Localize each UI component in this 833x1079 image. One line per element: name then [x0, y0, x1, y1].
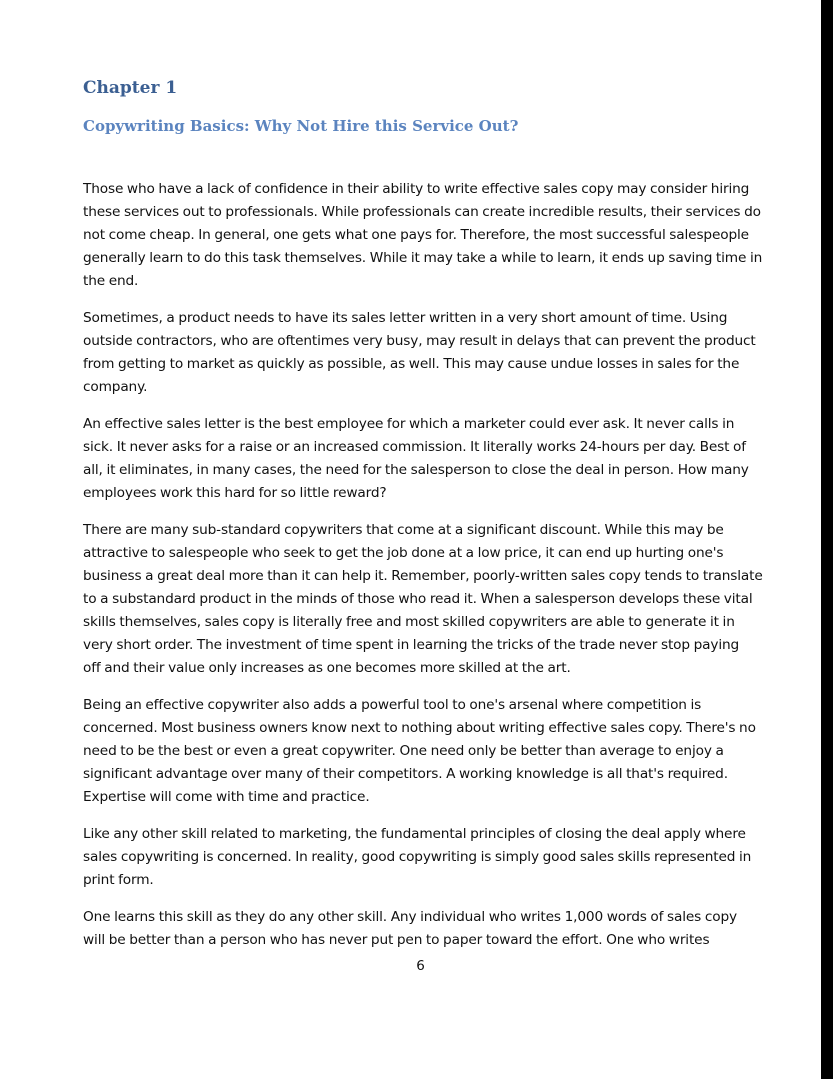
text-line: Being an effective copywriter also adds a powerful tool to one's arsenal where competition is: [83, 697, 702, 713]
text-line: very short order. The investment of time spent in learning the tricks of the trade never stop paying: [83, 637, 740, 653]
text-line: sick. It never asks for a raise or an increased commission. It literally works 24-hours per day. Best of: [83, 439, 746, 455]
text-line: Sometimes, a product needs to have its sales letter written in a very short amount of time. Using: [83, 310, 728, 326]
text-line: company.: [83, 379, 148, 395]
text-line: will be better than a person who has never put pen to paper toward the effort. One who writes: [83, 932, 710, 948]
paragraph: [83, 307, 766, 399]
paragraph: [83, 823, 766, 892]
text-line: to a substandard product in the minds of those who read it. When a salesperson develops these vital: [83, 591, 753, 607]
text-line: An effective sales letter is the best employee for which a marketer could ever ask. It never calls in: [83, 416, 735, 432]
text-line: generally learn to do this task themselves. While it may take a while to learn, it ends up saving time in: [83, 250, 763, 266]
chapter-heading: Chapter 1: [83, 78, 178, 98]
text-line: Those who have a lack of confidence in their ability to write effective sales copy may consider hiring: [83, 181, 750, 197]
text-line: need to be the best or even a great copywriter. One need only be better than average to enjoy a: [83, 743, 724, 759]
text-line: off and their value only increases as one becomes more skilled at the art.: [83, 660, 571, 676]
text-line: Expertise will come with time and practice.: [83, 789, 370, 805]
text-line: skills themselves, sales copy is literally free and most skilled copywriters are able to generate it in: [83, 614, 735, 630]
text-line: not come cheap. In general, one gets what one pays for. Therefore, the most successful salespeople: [83, 227, 749, 243]
paragraph: [83, 906, 766, 952]
text-line: from getting to market as quickly as possible, as well. This may cause undue losses in sales for the: [83, 356, 740, 372]
text-line: attractive to salespeople who seek to get the job done at a low price, it can end up hurting one's: [83, 545, 724, 561]
paragraph: [83, 694, 766, 809]
text-line: sales copywriting is concerned. In reality, good copywriting is simply good sales skills represented in: [83, 849, 752, 865]
text-line: concerned. Most business owners know next to nothing about writing effective sales copy. There's no: [83, 720, 756, 736]
page-number: 6: [416, 958, 425, 974]
paragraph: [83, 413, 766, 505]
text-line: business a great deal more than it can help it. Remember, poorly-written sales copy tends to translate: [83, 568, 763, 584]
window-edge: [821, 0, 833, 1079]
body-text: [83, 178, 766, 966]
text-line: all, it eliminates, in many cases, the need for the salesperson to close the deal in person. How many: [83, 462, 749, 478]
text-line: One learns this skill as they do any other skill. Any individual who writes 1,000 words of sales copy: [83, 909, 737, 925]
paragraph: [83, 519, 766, 680]
text-line: There are many sub-standard copywriters that come at a significant discount. While this may be: [83, 522, 724, 538]
text-line: significant advantage over many of their competitors. A working knowledge is all that's required.: [83, 766, 728, 782]
text-line: Like any other skill related to marketing, the fundamental principles of closing the deal apply where: [83, 826, 746, 842]
paragraph: [83, 178, 766, 293]
text-line: employees work this hard for so little reward?: [83, 485, 387, 501]
text-line: outside contractors, who are oftentimes very busy, may result in delays that can prevent the product: [83, 333, 756, 349]
text-line: print form.: [83, 872, 154, 888]
text-line: the end.: [83, 273, 139, 289]
section-title: Copywriting Basics: Why Not Hire this Service Out?: [83, 117, 519, 135]
text-line: these services out to professionals. While professionals can create incredible results, their services do: [83, 204, 761, 220]
